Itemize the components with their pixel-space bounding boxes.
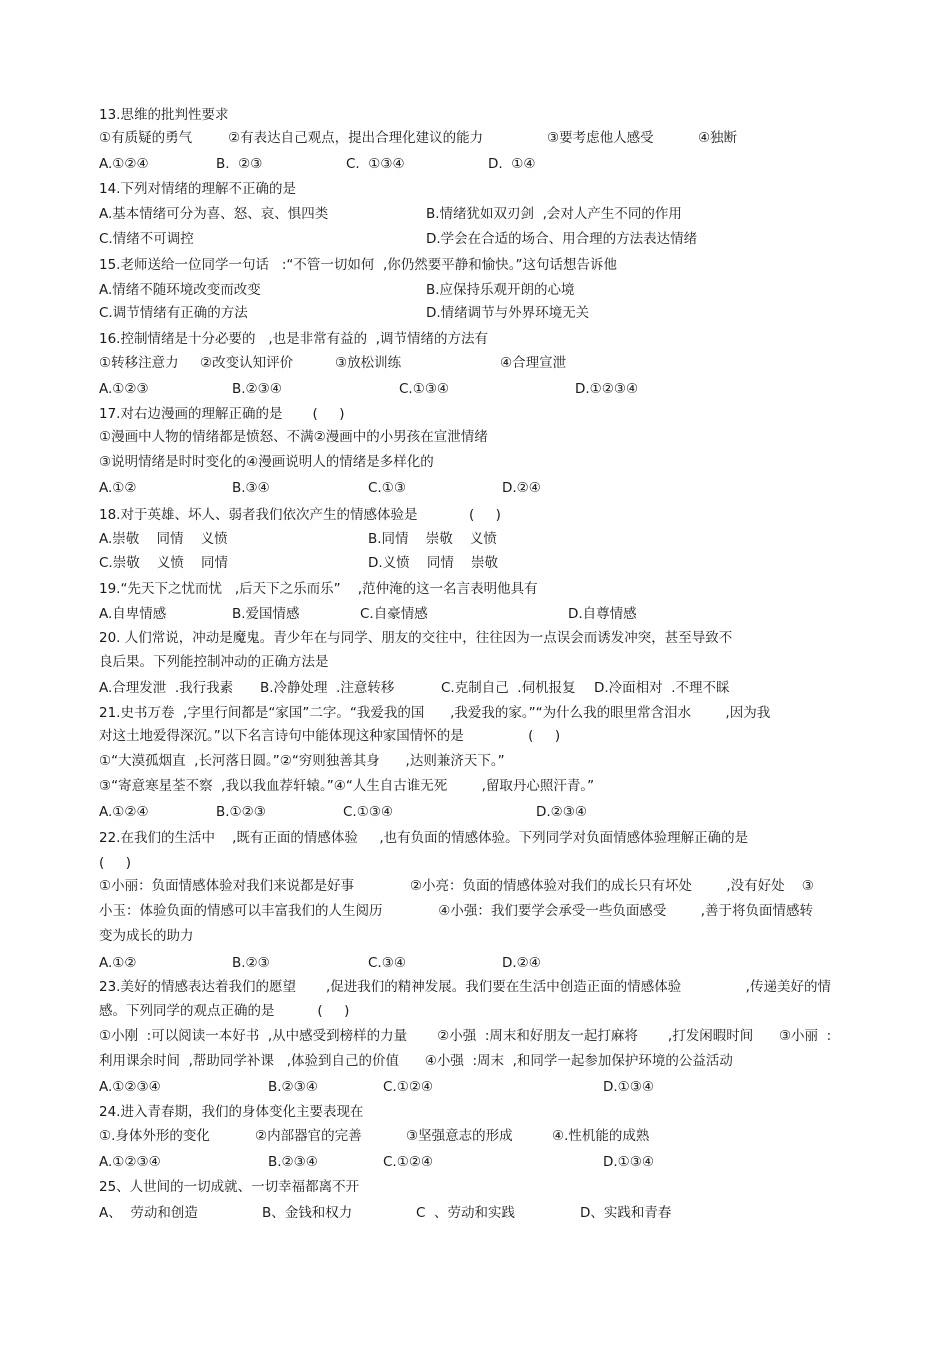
answer-choice: B、金钱和权力 <box>262 1205 353 1221</box>
option: A.崇敬 同情 义愤 <box>99 531 228 547</box>
question-20-stem <box>0 651 950 673</box>
answer-choice: D.②④ <box>502 480 541 496</box>
stem-text: 22.在我们的生活中 ,既有正面的情感体验 ,也有负面的情感体验。下列同学对负面情感体验理解正确的是 <box>99 830 749 846</box>
option: ③坚强意志的形成 <box>406 1128 513 1144</box>
answer-choice: D.①③④ <box>603 1154 654 1170</box>
question-19-stem <box>0 578 950 600</box>
option: ①有质疑的勇气 <box>99 130 193 146</box>
answer-choice: A.①②③④ <box>99 1079 161 1095</box>
question-21-stem <box>0 750 950 772</box>
question-21-answers <box>0 801 950 823</box>
question-24-stem <box>0 1101 950 1123</box>
option: ④合理宣泄 <box>500 355 567 371</box>
answer-choice: B. ②③ <box>216 156 263 172</box>
option: ②改变认知评价 <box>200 355 294 371</box>
stem-text: ①小丽：负面情感体验对我们来说都是好事 ②小亮：负面的情感体验对我们的成长只有坏处 ,没有好处 ③ <box>99 878 814 894</box>
question-14-stem <box>0 178 950 200</box>
stem-text: ①小刚 :可以阅读一本好书 ,从中感受到榜样的力量 ②小强 :周末和好朋友一起打麻将 ,打发闲暇时间 ③小丽 : <box>99 1028 832 1044</box>
stem-text: 18.对于英雄、坏人、弱者我们依次产生的情感体验是 ( ) <box>99 507 501 523</box>
stem-text: ①漫画中人物的情绪都是愤怒、不满②漫画中的小男孩在宣泄情绪 <box>99 429 488 445</box>
answer-choice: D. ①④ <box>488 156 536 172</box>
question-24-options <box>0 1125 950 1147</box>
answer-choice: D.①③④ <box>603 1079 654 1095</box>
answer-choice: D、实践和青春 <box>580 1205 672 1221</box>
answer-choice: D.②③④ <box>536 804 587 820</box>
question-23-stem <box>0 976 950 998</box>
question-13-options <box>0 127 950 149</box>
question-23-stem <box>0 1050 950 1072</box>
question-15-options <box>0 279 950 301</box>
option: B.同情 崇敬 义愤 <box>368 531 497 547</box>
answer-choice: D.冷面相对 .不理不睬 <box>594 680 730 696</box>
question-23-stem <box>0 1025 950 1047</box>
question-25-answers <box>0 1202 950 1224</box>
question-14-options <box>0 203 950 225</box>
option: B.情绪犹如双刃剑 ,会对人产生不同的作用 <box>426 206 682 222</box>
option: ④.性机能的成熟 <box>552 1128 650 1144</box>
answer-choice: A、 劳动和创造 <box>99 1205 198 1221</box>
stem-text: 19.“先天下之忧而忧 ,后天下之乐而乐” ,范仲淹的这一名言表明他具有 <box>99 581 538 597</box>
option: D.学会在合适的场合、用合理的方法表达情绪 <box>426 231 698 247</box>
stem-text: 23.美好的情感表达着我们的愿望 ,促进我们的精神发展。我们要在生活中创造正面的情感体验 ,传递美好的情 <box>99 979 831 995</box>
stem-text: 对这土地爱得深沉。”以下名言诗句中能体现这种家国情怀的是 ( ) <box>99 728 561 744</box>
question-22-stem <box>0 852 950 874</box>
question-22-answers <box>0 952 950 974</box>
stem-text: ③“寄意寒星荃不察 ,我以我血荐轩辕。”④“人生自古谁无死 ,留取丹心照汗青。” <box>99 778 595 794</box>
question-15-stem <box>0 254 950 276</box>
answer-choice: C.自豪情感 <box>360 606 428 622</box>
question-13-answers <box>0 153 950 175</box>
answer-choice: D.②④ <box>502 955 541 971</box>
answer-choice: C.克制自己 .伺机报复 <box>441 680 576 696</box>
question-18-options <box>0 528 950 550</box>
answer-choice: B.②③ <box>232 955 270 971</box>
answer-choice: C.③④ <box>368 955 406 971</box>
question-13-stem <box>0 104 950 126</box>
answer-choice: C.①②④ <box>383 1079 434 1095</box>
stem-text: 变为成长的助力 <box>99 928 194 944</box>
question-22-stem <box>0 925 950 947</box>
option: C.调节情绪有正确的方法 <box>99 305 248 321</box>
answer-choice: C. ①③④ <box>346 156 405 172</box>
question-17-stem <box>0 426 950 448</box>
answer-choice: A.①②③ <box>99 381 149 397</box>
answer-choice: C.①③④ <box>343 804 394 820</box>
question-23-answers <box>0 1076 950 1098</box>
option: C.崇敬 义愤 同情 <box>99 555 229 571</box>
stem-text: 25、人世间的一切成就、一切幸福都离不开 <box>99 1179 360 1195</box>
question-20-answers <box>0 677 950 699</box>
option: A.情绪不随环境改变而改变 <box>99 282 261 298</box>
question-22-stem <box>0 875 950 897</box>
stem-text: 15.老师送给一位同学一句话 :“不管一切如何 ,你仍然要平静和愉快。”这句话想告诉他 <box>99 257 618 273</box>
option: C.情绪不可调控 <box>99 231 194 247</box>
question-21-stem <box>0 725 950 747</box>
question-15-options <box>0 302 950 324</box>
option: B.应保持乐观开朗的心境 <box>426 282 575 298</box>
answer-choice: B.②③④ <box>232 381 282 397</box>
answer-choice: D.自尊情感 <box>568 606 637 622</box>
option: D.义愤 同情 崇敬 <box>368 555 499 571</box>
stem-text: 小玉：体验负面的情感可以丰富我们的人生阅历 ④小强：我们要学会承受一些负面感受 ,善于将负面情感转 <box>99 903 814 919</box>
question-22-stem <box>0 827 950 849</box>
question-23-stem <box>0 1000 950 1022</box>
option: ②有表达自己观点，提出合理化建议的能力 <box>228 130 484 146</box>
question-14-options <box>0 228 950 250</box>
question-21-stem <box>0 775 950 797</box>
question-19-answers <box>0 603 950 625</box>
option: D.情绪调节与外界环境无关 <box>426 305 590 321</box>
question-16-answers <box>0 378 950 400</box>
option: ①转移注意力 <box>99 355 179 371</box>
answer-choice: B.②③④ <box>268 1079 318 1095</box>
answer-choice: A.①②④ <box>99 156 149 172</box>
stem-text: 21.史书万卷 ,字里行间都是“家国”二字。“我爱我的国 ,我爱我的家。”“为什么我的眼里常含泪水 ,因为我 <box>99 705 771 721</box>
stem-text: 24.进入青春期，我们的身体变化主要表现在 <box>99 1104 364 1120</box>
question-17-stem <box>0 451 950 473</box>
answer-choice: C.①③④ <box>399 381 450 397</box>
question-21-stem <box>0 702 950 724</box>
answer-choice: A.自卑情感 <box>99 606 167 622</box>
answer-choice: B.爱国情感 <box>232 606 300 622</box>
stem-text: 17.对右边漫画的理解正确的是 ( ) <box>99 406 345 422</box>
question-18-options <box>0 552 950 574</box>
answer-choice: A.①②③④ <box>99 1154 161 1170</box>
question-25-stem <box>0 1176 950 1198</box>
question-20-stem <box>0 627 950 649</box>
answer-choice: C.①③ <box>368 480 406 496</box>
answer-choice: C 、劳动和实践 <box>416 1205 516 1221</box>
option: A.基本情绪可分为喜、怒、哀、惧四类 <box>99 206 329 222</box>
question-22-stem <box>0 900 950 922</box>
option: ④独断 <box>698 130 738 146</box>
option: ③放松训练 <box>335 355 402 371</box>
answer-choice: A.①②④ <box>99 804 149 820</box>
question-17-answers <box>0 477 950 499</box>
stem-text: 13.思维的批判性要求 <box>99 107 229 123</box>
option: ①.身体外形的变化 <box>99 1128 210 1144</box>
stem-text: 感。下列同学的观点正确的是 ( ) <box>99 1003 350 1019</box>
answer-choice: B.②③④ <box>268 1154 318 1170</box>
stem-text: ( ) <box>99 855 131 871</box>
question-16-options <box>0 352 950 374</box>
answer-choice: B.①②③ <box>216 804 266 820</box>
answer-choice: B.③④ <box>232 480 270 496</box>
question-17-stem <box>0 403 950 425</box>
answer-choice: A.合理发泄 .我行我素 <box>99 680 234 696</box>
stem-text: ③说明情绪是时时变化的④漫画说明人的情绪是多样化的 <box>99 454 434 470</box>
stem-text: 16.控制情绪是十分必要的 ,也是非常有益的 ,调节情绪的方法有 <box>99 331 489 347</box>
question-18-stem <box>0 504 950 526</box>
answer-choice: A.①② <box>99 480 137 496</box>
option: ②内部器官的完善 <box>255 1128 362 1144</box>
option: ③要考虑他人感受 <box>547 130 654 146</box>
answer-choice: B.冷静处理 .注意转移 <box>260 680 395 696</box>
stem-text: 20. 人们常说，冲动是魔鬼。青少年在与同学、朋友的交往中，往往因为一点误会而诱发冲突，甚至导致不 <box>99 630 733 646</box>
answer-choice: C.①②④ <box>383 1154 434 1170</box>
answer-choice: A.①② <box>99 955 137 971</box>
question-24-answers <box>0 1151 950 1173</box>
stem-text: 良后果。下列能控制冲动的正确方法是 <box>99 654 329 670</box>
question-16-stem <box>0 328 950 350</box>
stem-text: 利用课余时间 ,帮助同学补课 ,体验到自己的价值 ④小强 :周末 ,和同学一起参加保护环境的公益活动 <box>99 1053 733 1069</box>
stem-text: 14.下列对情绪的理解不正确的是 <box>99 181 296 197</box>
answer-choice: D.①②③④ <box>575 381 639 397</box>
stem-text: ①“大漠孤烟直 ,长河落日圆。”②“穷则独善其身 ,达则兼济天下。” <box>99 753 505 769</box>
